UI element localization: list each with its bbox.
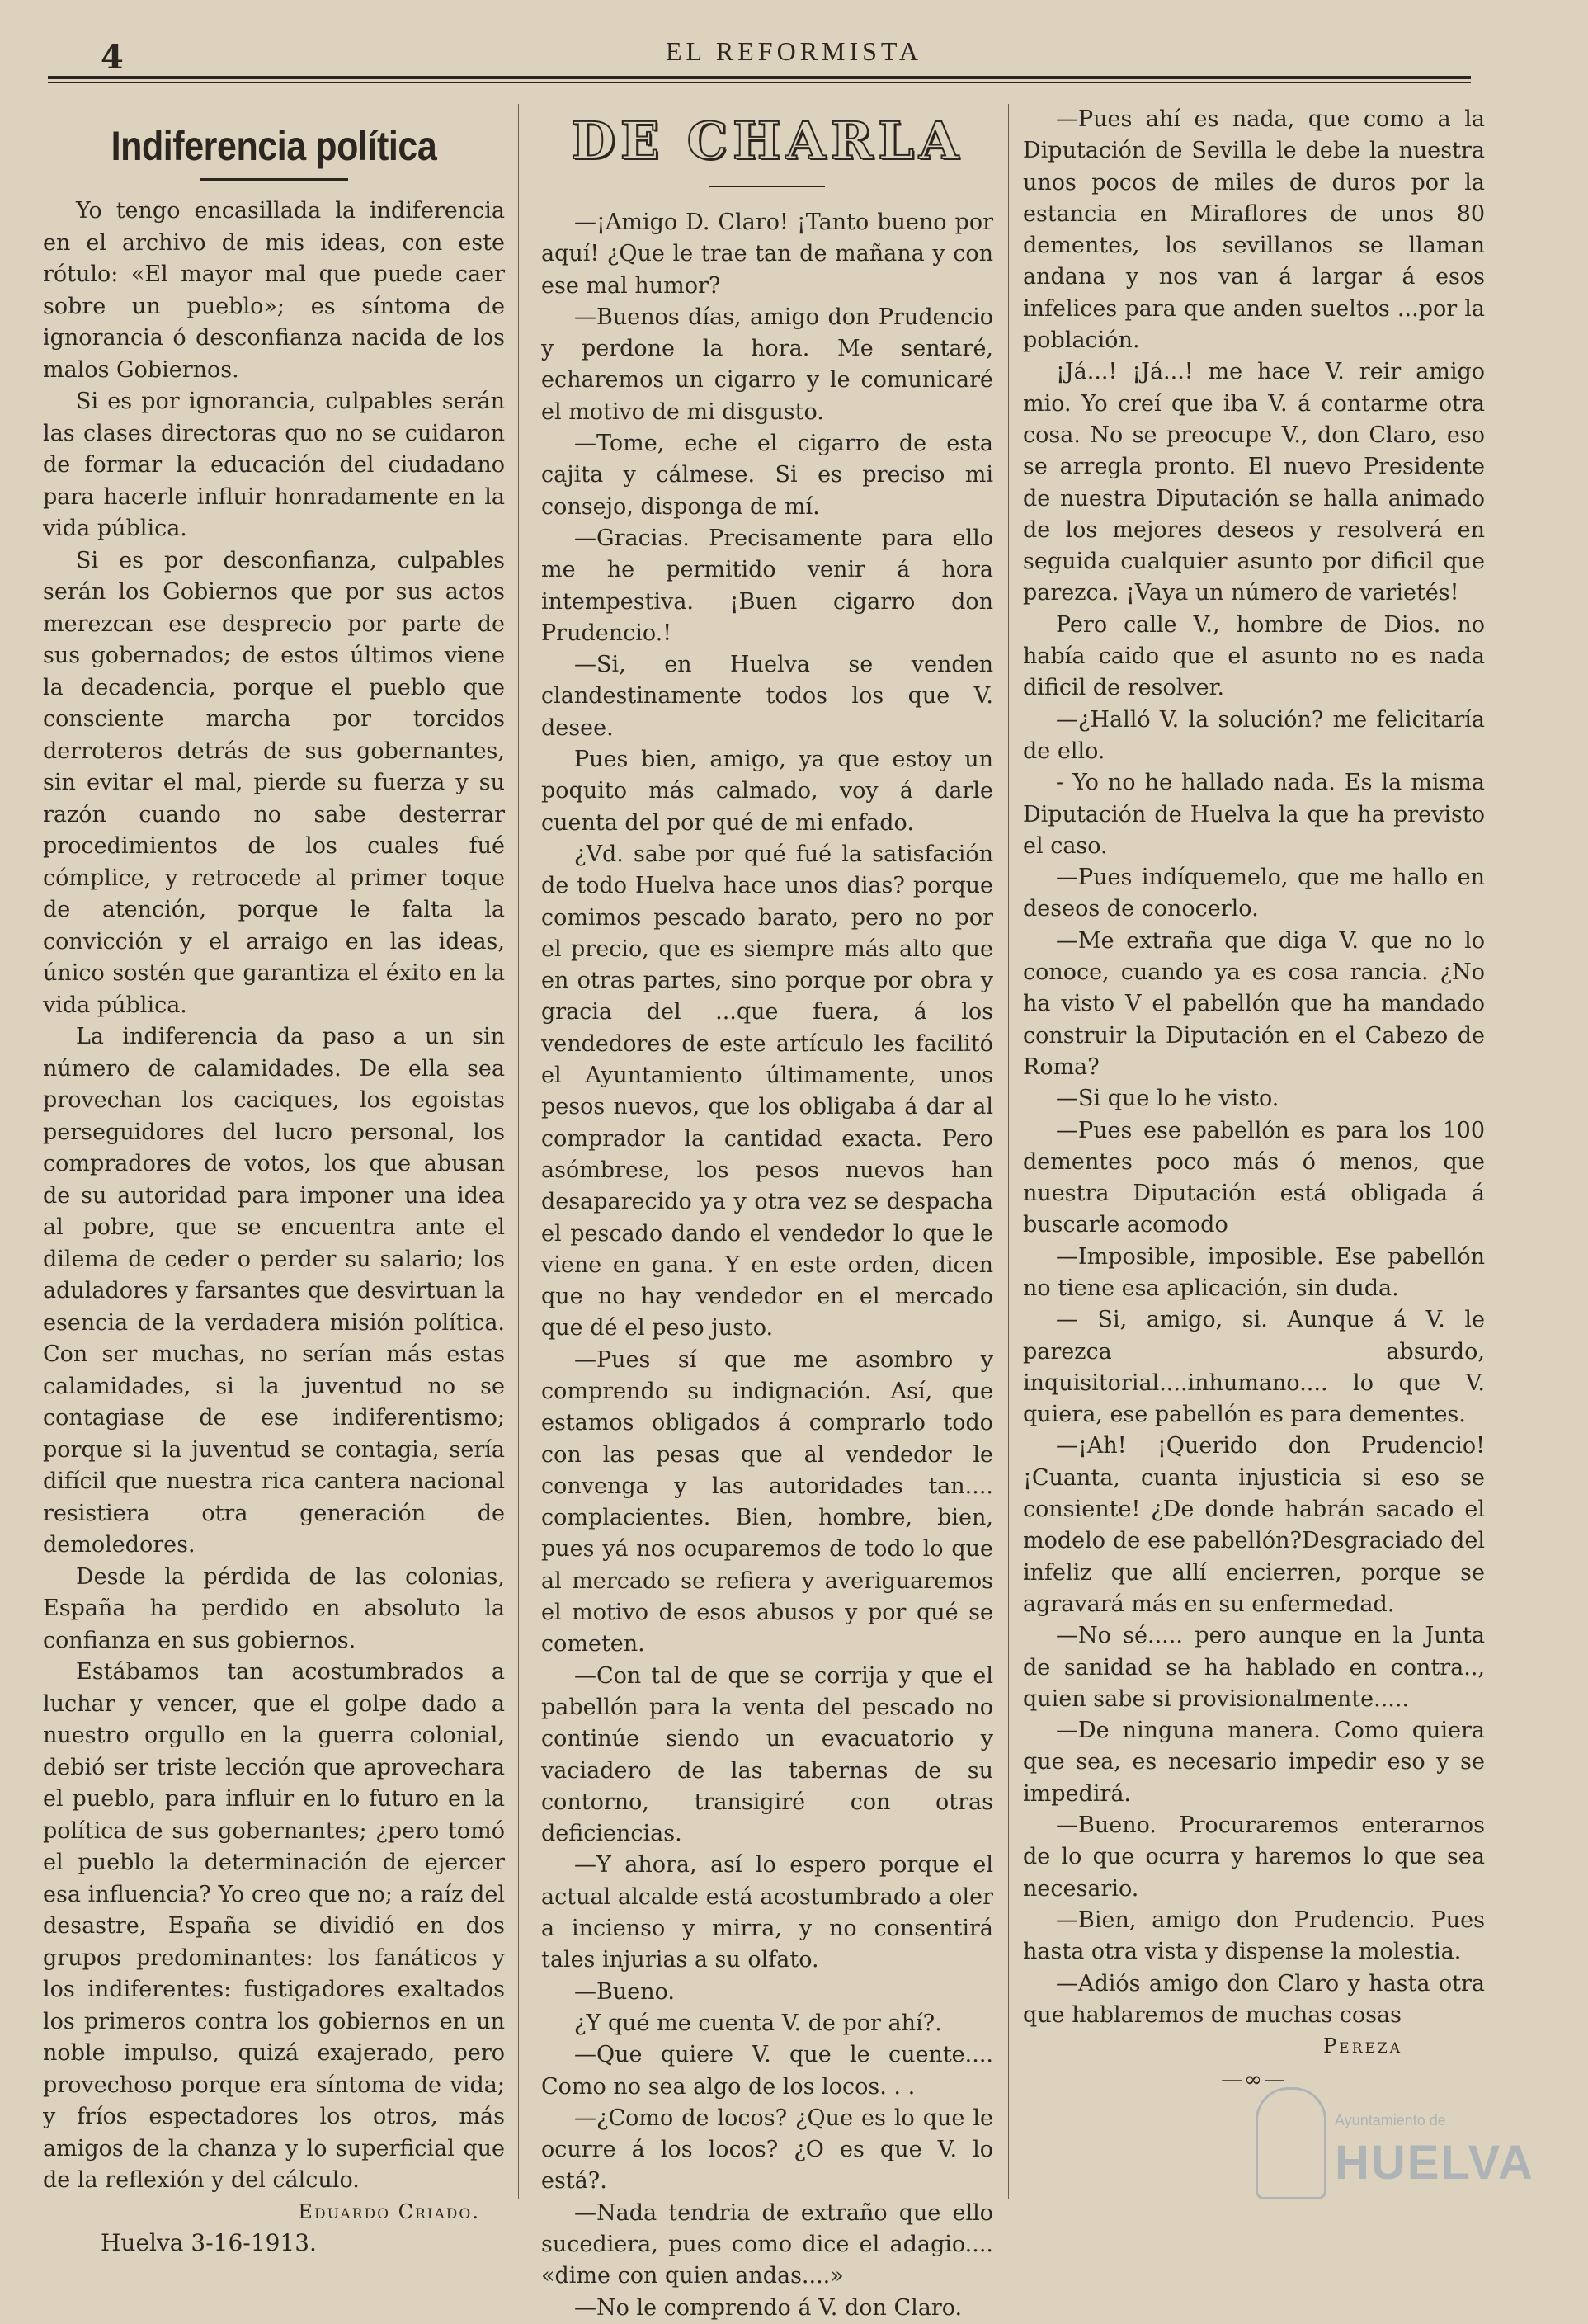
paragraph: — Si, amigo, si. Aunque á V. le parezca absurdo, inquisitorial....inhumano.... lo que V. quiera, ese pabellón es para dementes. xyxy=(1023,1307,1485,1428)
paragraph: —Que quiere V. que le cuente.... Como no sea algo de los locos. . . xyxy=(541,2042,993,2100)
watermark-line1: Ayuntamiento de xyxy=(1335,2112,1446,2128)
paragraph: Desde la pérdida de las colonias, España ha perdido en absoluto la confianza en sus gobiernos. xyxy=(43,1563,505,1653)
city-seal-icon xyxy=(1256,2087,1326,2199)
author-signature: Eduardo Criado. xyxy=(298,2199,480,2223)
article-de-charla-part1 xyxy=(541,111,993,2324)
paragraph: Si es por ignorancia, culpables serán las clases directoras quo no se cuidaron de formar la educación del ciudadano para hacerle influir honradamente en la vida pública. xyxy=(43,389,505,541)
paragraph: Yo tengo encasillada la indiferencia en el archivo de mis ideas, con este rótulo: «El mayor mal que puede caer sobre un pueblo»; es síntoma de ignorancia ó desconfianza nacida de los malos Gobiernos. xyxy=(43,198,505,383)
paragraph: - Yo no he hallado nada. Es la misma Diputación de Huelva la que ha previsto el caso. xyxy=(1023,770,1485,859)
article-title: DE CHARLA xyxy=(571,111,964,171)
article-body xyxy=(1023,104,1485,2031)
header-rule-thin xyxy=(48,82,1471,83)
paragraph: —Pues ese pabellón es para los 100 dementes poco más ó menos, que nuestra Diputación está obligada á buscarle acomodo xyxy=(1023,1117,1485,1238)
paragraph: —Pues ahí es nada, que como a la Diputación de Sevilla le debe la nuestra unos pocos de miles de duros por la estancia en Miraflores de unos 80 dementes, los sevillanos se llaman andana y nos van á largar á esos infelices para que anden sueltos ...por la población. xyxy=(1023,106,1485,354)
newspaper-masthead: EL REFORMISTA xyxy=(665,36,923,66)
title-underline xyxy=(709,186,825,187)
paragraph: —Adiós amigo don Claro y hasta otra que hablaremos de muchas cosas xyxy=(1023,1970,1485,2028)
paragraph: ¿Y qué me cuenta V. de por ahí?. xyxy=(574,2010,942,2036)
paragraph: —Pues indíquemelo, que me hallo en deseos de conocerlo. xyxy=(1023,865,1485,922)
paragraph: —Si que lo he visto. xyxy=(1056,1086,1279,1112)
paragraph: —Pues sí que me asombro y comprendo su indignación. Así, que estamos obligados á comprarlo todo con las pesas que al vendedor le convenga y las autoridades tan.... complacientes. Bien, hombre, bien, pues yá nos ocuparemos de todo lo que al mercado se refiera y averiguaremos el motivo de esos abusos y por qué se cometen. xyxy=(541,1346,993,1657)
paragraph: —¿Halló V. la solución? me felicitaría de ello. xyxy=(1023,706,1485,764)
paragraph: —Me extraña que diga V. que no lo conoce, cuando ya es cosa rancia. ¿No ha visto V el pabellón que ha mandado construir la Diputación en el Cabezo de Roma? xyxy=(1023,927,1485,1080)
paragraph: —Imposible, imposible. Ese pabellón no tiene esa aplicación, sin duda. xyxy=(1023,1243,1485,1301)
paragraph: Si es por desconfianza, culpables serán los Gobiernos que por sus actos merezcan ese desprecio por parte de sus gobernados; de estos últimos viene la decadencia, porque el pueblo que consciente marcha por torcidos derroteros detrás de sus gobernantes, sin evitar el mal, pierde su fuerza y su razón cuando no sabe desterrar procedimientos de los cuales fué cómplice, y retrocede al primer toque de atención, porque le falta la convicción y el arraigo en las ideas, único sostén que garantiza el éxito en la vida pública. xyxy=(43,547,505,1018)
paragraph: —¿Como de locos? ¿Que es lo que le ocurre á los locos? ¿O es que V. lo está?. xyxy=(541,2105,993,2194)
paragraph: La indiferencia da paso a un sin número de calamidades. De ella sea provechan los caciques, los egoistas perseguidores del lucro personal, los compradores de votos, los que abusan de su autoridad para imponer una idea al pobre, que se encuentra ante el dilema de ceder o perder su salario; los aduladores y farsantes que desvirtuan la esencia de la verdadera misión política. Con ser muchas, no serían más estas calamidades, si la juventud no se contagiase de ese indiferentismo; porque si la juventud se contagia, sería difícil que nuestra rica cantera nacional resistiera otra generación de demoledores. xyxy=(43,1024,505,1558)
paragraph: —Bueno. Procuraremos enterarnos de lo que ocurra y haremos lo que sea necesario. xyxy=(1023,1813,1485,1902)
article-indiferencia xyxy=(43,104,505,2260)
article-body xyxy=(43,196,505,2197)
column-divider-2 xyxy=(1008,104,1009,2199)
page-number: 4 xyxy=(101,38,124,77)
paragraph: —Con tal de que se corrija y que el pabellón para la venta del pescado no continúe siendo un evacuatorio y vaciadero de las tabernas de su contorno, transigiré con otras deficiencias. xyxy=(541,1662,993,1847)
paragraph: —No sé..... pero aunque en la Junta de sanidad se ha hablado en contra.., quien sabe si provisionalmente..... xyxy=(1023,1623,1485,1712)
paragraph: —Bien, amigo don Prudencio. Pues hasta otra vista y dispense la molestia. xyxy=(1023,1907,1485,1965)
paragraph: ¡Já...! ¡Já...! me hace V. reir amigo mio. Yo creí que iba V. á contarme otra cosa. No se preocupe V., don Claro, eso se arregla pronto. El nuevo Presidente de nuestra Diputación se halla animado de los mejores deseos y resolverá en seguida cualquier asunto por dificil que parezca. ¡Vaya un número de varietés! xyxy=(1023,359,1485,606)
paragraph: Estábamos tan acostumbrados a luchar y vencer, que el golpe dado a nuestro orgullo en la guerra colonial, debió ser triste lección que aprovechara el pueblo, para influir en lo futuro en la política de sus gobernantes; ¿pero tomó el pueblo la determinación de ejercer esa influencia? Yo creo que no; a raíz del desastre, España se dividió en dos grupos predominantes: los fanáticos y los indiferentes: fustigadores exaltados los primeros contra los gobiernos en un noble impulso, quizá exajerado, pero provechoso porque era síntoma de vida; y fríos espectadores los otros, más amigos de la chanza y lo superficial que de la reflexión y del cálculo. xyxy=(43,1659,505,2193)
paragraph: Pues bien, amigo, ya que estoy un poquito más calmado, voy á darle cuenta del por qué de mi enfado. xyxy=(541,747,993,836)
paragraph: —Y ahora, así lo espero porque el actual alcalde está acostumbrado a oler a incienso y mirra, y no consentirá tales injurias a su olfato. xyxy=(541,1852,993,1973)
author-signature: Pereza xyxy=(1323,2034,1402,2058)
paragraph: —Buenos días, amigo don Prudencio y perdone la hora. Me sentaré, echaremos un cigarro y le comunicaré el motivo de mi disgusto. xyxy=(541,304,993,425)
article-de-charla-part2 xyxy=(1023,104,1485,2092)
paragraph: —No le comprendo á V. don Claro. xyxy=(574,2294,963,2321)
paragraph: —De ninguna manera. Como quiera que sea, es necesario impedir eso y se impedirá. xyxy=(1023,1718,1485,1807)
paragraph: Pero calle V., hombre de Dios. no había caido que el asunto no es nada dificil de resolver. xyxy=(1023,611,1485,701)
paragraph: —Gracias. Precisamente para ello me he permitido venir á hora intempestiva. ¡Buen cigarro don Prudencio.! xyxy=(541,525,993,646)
article-body xyxy=(541,207,993,2324)
title-underline xyxy=(200,178,348,181)
paragraph: —Si, en Huelva se venden clandestinamente todos los que V. desee. xyxy=(541,652,993,741)
paragraph: —Nada tendria de extraño que ello sucediera, pues como dice el adagio.... «dime con quien andas....» xyxy=(541,2199,993,2289)
place-date: Huelva 3-16-1913. xyxy=(101,2228,317,2256)
column-divider-1 xyxy=(518,104,519,2199)
paragraph: —¡Ah! ¡Querido don Prudencio! ¡Cuanta, cuanta injusticia si eso se consiente! ¿De donde habrán sacado el modelo de ese pabellón?Desgraciado del infeliz que allí encierren, porque se agravará más en su enfermedad. xyxy=(1023,1433,1485,1617)
paragraph: ¿Vd. sabe por qué fué la satisfación de todo Huelva hace unos dias? porque comimos pescado barato, pero no por el precio, que es siempre más alto que en otras partes, sino porque por obra y gracia del ...que fuera, á los vendedores de este artículo les facilitó el Ayuntamiento últimamente, unos pesos nuevos, que los obligaba á dar al comprador la cantidad exacta. Pero asómbrese, los pesos nuevos han desaparecido ya y otra vez se despacha el pescado dando el vendedor lo que le viene en gana. Y en este orden, dicen que no hay vendedor en el mercado que dé el peso justo. xyxy=(541,841,993,1341)
paragraph: —Bueno. xyxy=(574,1978,675,2005)
paragraph: —¡Amigo D. Claro! ¡Tanto bueno por aquí! ¿Que le trae tan de mañana y con ese mal humor? xyxy=(541,210,993,299)
paragraph: —Tome, eche el cigarro de esta cajita y cálmese. Si es preciso mi consejo, disponga de mí. xyxy=(541,431,993,520)
archive-watermark xyxy=(1256,2087,1534,2211)
end-ornament: —∞— xyxy=(1221,2067,1287,2093)
header-rule xyxy=(48,76,1471,79)
article-title: Indiferencia política xyxy=(111,123,437,169)
watermark-line2: HUELVA xyxy=(1335,2136,1534,2190)
